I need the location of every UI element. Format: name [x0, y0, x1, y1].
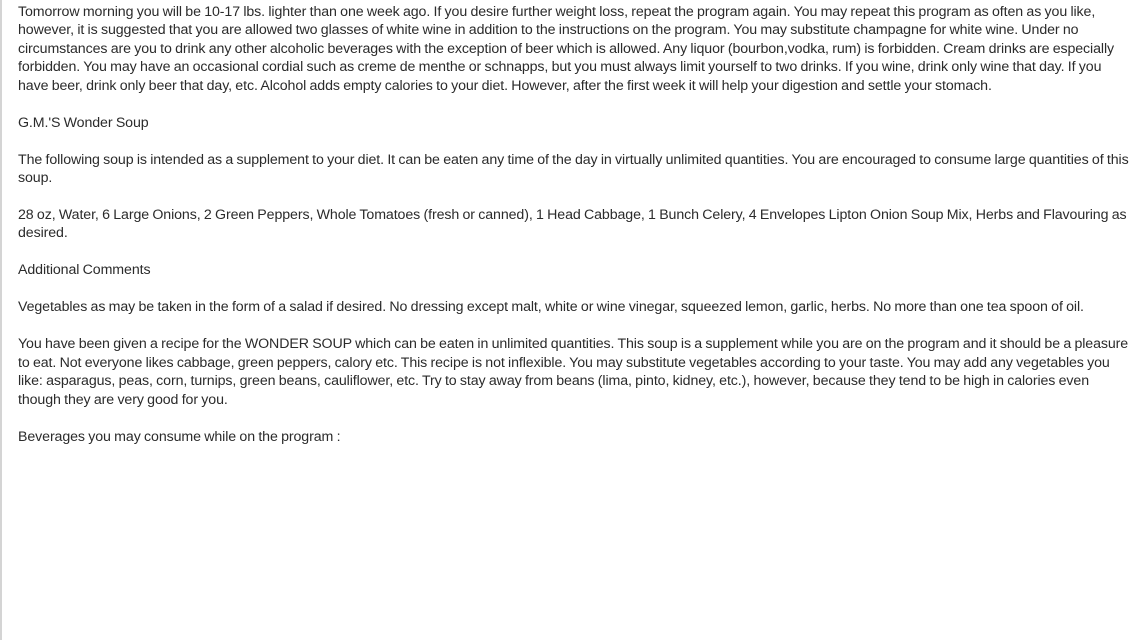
paragraph-recipe-notes: You have been given a recipe for the WONDER SOUP which can be eaten in unlimited quantities. This soup is a supplement while you are on the program and it should be a pleasure to eat. Not everyone likes cabbage, green peppers, calory etc. This recipe is not inflexible. You may substitute vegetables according to your taste. You may add any vegetables you like: asparagus, peas, corn, turnips, green beans, cauliflower, etc. Try to stay away from beans (lima, pinto, kidney, etc.), however, because they tend to be high in calories even though they are very good for you.	[18, 336, 1129, 408]
heading-additional-comments: Additional Comments	[18, 262, 151, 279]
left-border	[0, 0, 2, 640]
paragraph-ingredients: 28 oz, Water, 6 Large Onions, 2 Green Peppers, Whole Tomatoes (fresh or canned), 1 Head Cabbage, 1 Bunch Celery, 4 Envelopes Lipton Onion Soup Mix, Herbs and Flavouring as desired.	[18, 207, 1127, 242]
paragraph-weight-loss: Tomorrow morning you will be 10-17 lbs. lighter than one week ago. If you desire further weight loss, repeat the program again. You may repeat this program as often as you like, however, it is suggested that you are allowed two glasses of white wine in addition to the instructions on the program. You may substitute champagne for white wine. Under no circumstances are you to drink any other alcoholic beverages with the exception of beer which is allowed. Any liquor (bourbon,vodka, rum) is forbidden. Cream drinks are especially forbidden. You may have an occasional cordial such as creme de menthe or schnapps, but you must always limit yourself to two drinks. If you wine, drink only wine that day. If you have beer, drink only beer that day, etc. Alcohol adds empty calories to your diet. However, after the first week it will help your digestion and settle your stomach.	[18, 4, 1114, 94]
paragraph-vegetables: Vegetables as may be taken in the form of a salad if desired. No dressing except malt, white or wine vinegar, squeezed lemon, garlic, herbs. No more than one tea spoon of oil.	[18, 299, 1084, 316]
heading-wonder-soup: G.M.'S Wonder Soup	[18, 114, 149, 131]
document-body	[18, 3, 1134, 446]
paragraph-soup-intro: The following soup is intended as a supplement to your diet. It can be eaten any time of the day in virtually unlimited quantities. You are encouraged to consume large quantities of this soup.	[18, 151, 1129, 187]
paragraph-beverages: Beverages you may consume while on the program :	[18, 428, 341, 445]
